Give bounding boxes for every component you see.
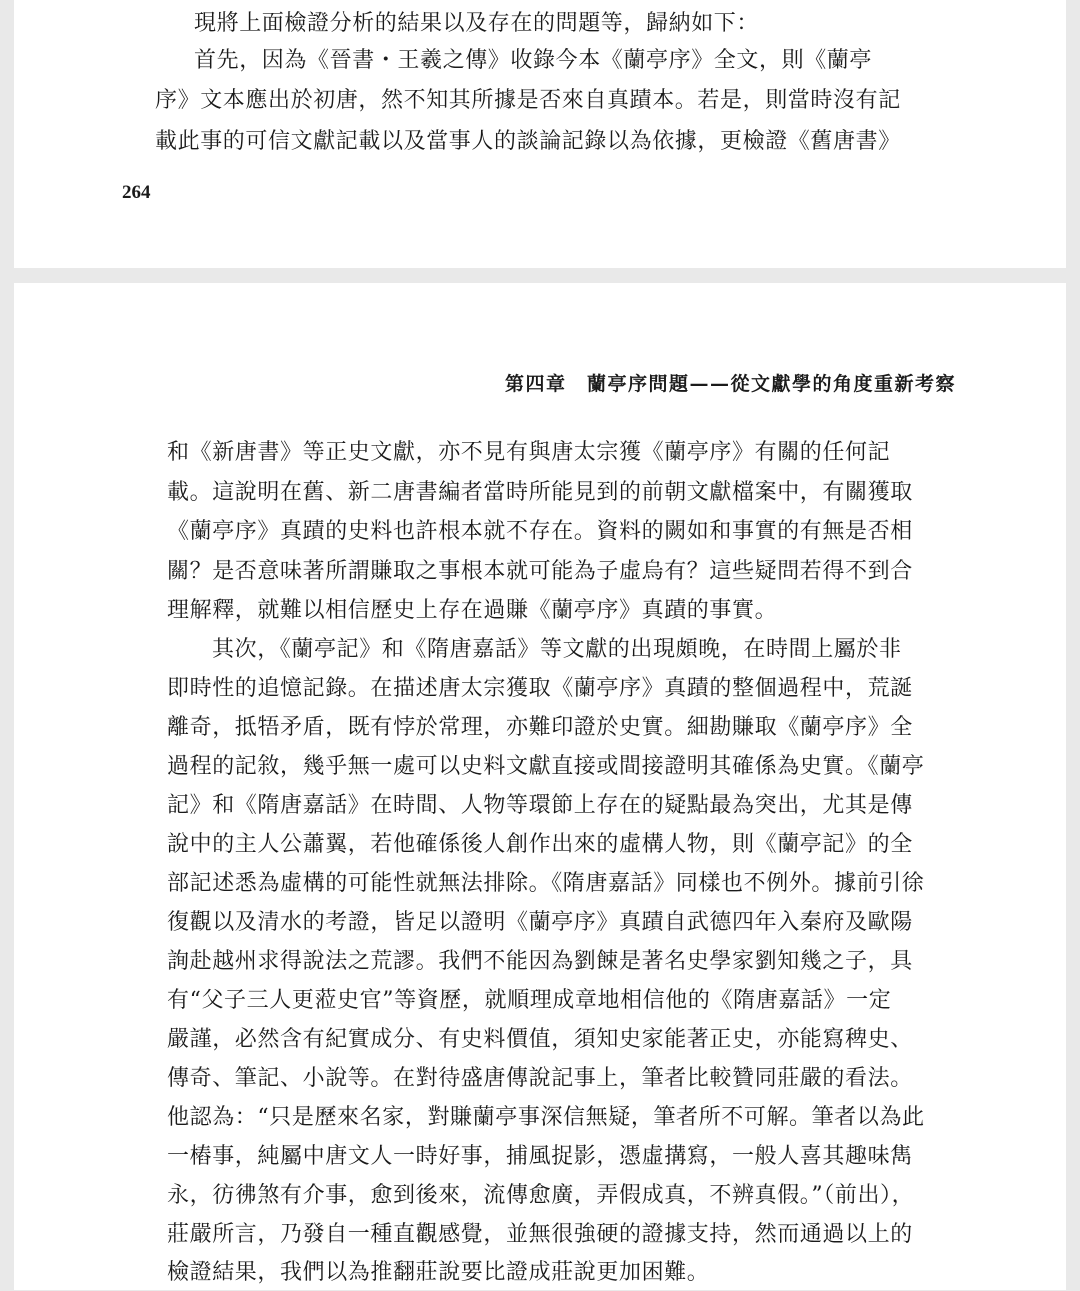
current-page — [14, 283, 1066, 1290]
text-line: 莊嚴所言，乃發自一種直觀感覺，並無很強硬的證據支持，然而通過以上的 — [167, 1222, 913, 1247]
text-line: 記》和《隋唐嘉話》在時間、人物等環節上存在的疑點最為突出，尤其是傳 — [167, 793, 913, 818]
text-line: 現將上面檢證分析的結果以及存在的問題等，歸納如下： — [194, 11, 760, 36]
page-number: 264 — [122, 182, 151, 203]
text-line: 和《新唐書》等正史文獻，亦不見有與唐太宗獲《蘭亭序》有關的任何記 — [167, 440, 891, 465]
text-line: 說中的主人公蕭翼，若他確係後人創作出來的虛構人物，則《蘭亭記》的全 — [167, 832, 913, 857]
text-line: 詢赴越州求得說法之荒謬。我們不能因為劉餗是著名史學家劉知幾之子，具 — [167, 949, 913, 974]
text-line: 過程的記敘，幾乎無一處可以史料文獻直接或間接證明其確係為史實。《蘭亭 — [167, 754, 925, 779]
text-line: 復觀以及清水的考證，皆足以證明《蘭亭序》真蹟自武德四年入秦府及歐陽 — [167, 910, 913, 935]
text-line: 理解釋，就難以相信歷史上存在過賺《蘭亭序》真蹟的事實。 — [167, 598, 778, 623]
text-line: 載。這說明在舊、新二唐書編者當時所能見到的前朝文獻檔案中，有關獲取 — [167, 480, 913, 505]
text-line: 傳奇、筆記、小說等。在對待盛唐傳說記事上，筆者比較贊同莊嚴的看法。 — [167, 1066, 913, 1091]
text-line: 檢證結果，我們以為推翻莊說要比證成莊說更加困難。 — [167, 1260, 710, 1285]
previous-page — [14, 0, 1066, 268]
text-line: 即時性的追憶記錄。在描述唐太宗獲取《蘭亭序》真蹟的整個過程中，荒誕 — [167, 676, 913, 701]
text-line: 關？是否意味著所謂賺取之事根本就可能為子虛烏有？這些疑問若得不到合 — [167, 559, 913, 584]
text-line: 《蘭亭序》真蹟的史料也許根本就不存在。資料的闕如和事實的有無是否相 — [167, 519, 913, 544]
text-line: 永，彷彿煞有介事，愈到後來，流傳愈廣，弄假成真，不辨真假。”（前出）， — [167, 1183, 915, 1208]
text-line: 首先，因為《晉書・王羲之傳》收錄今本《蘭亭序》全文，則《蘭亭 — [194, 48, 873, 73]
text-line: 部記述悉為虛構的可能性就無法排除。《隋唐嘉話》同樣也不例外。據前引徐 — [167, 871, 925, 896]
running-header: 第四章 蘭亭序問題——從文獻學的角度重新考察 — [504, 373, 956, 395]
text-line: 他認為：“只是歷來名家，對賺蘭亭事深信無疑，筆者所不可解。筆者以為此 — [167, 1105, 925, 1130]
text-line: 嚴謹，必然含有紀實成分、有史料價值，須知史家能著正史，亦能寫稗史、 — [167, 1027, 913, 1052]
text-line: 離奇，抵牾矛盾，既有悖於常理，亦難印證於史實。細勘賺取《蘭亭序》全 — [167, 715, 913, 740]
text-line: 其次，《蘭亭記》和《隋唐嘉話》等文獻的出現頗晚，在時間上屬於非 — [212, 637, 902, 662]
text-line: 一樁事，純屬中唐文人一時好事，捕風捉影，憑虛搆寫，一般人喜其趣味雋 — [167, 1144, 913, 1169]
text-line: 序》文本應出於初唐，然不知其所據是否來自真蹟本。若是，則當時沒有記 — [155, 88, 901, 113]
text-line: 有“父子三人更蒞史官”等資歷，就順理成章地相信他的《隋唐嘉話》一定 — [167, 988, 892, 1013]
text-line: 載此事的可信文獻記載以及當事人的談論記錄以為依據，更檢證《舊唐書》 — [155, 129, 901, 154]
